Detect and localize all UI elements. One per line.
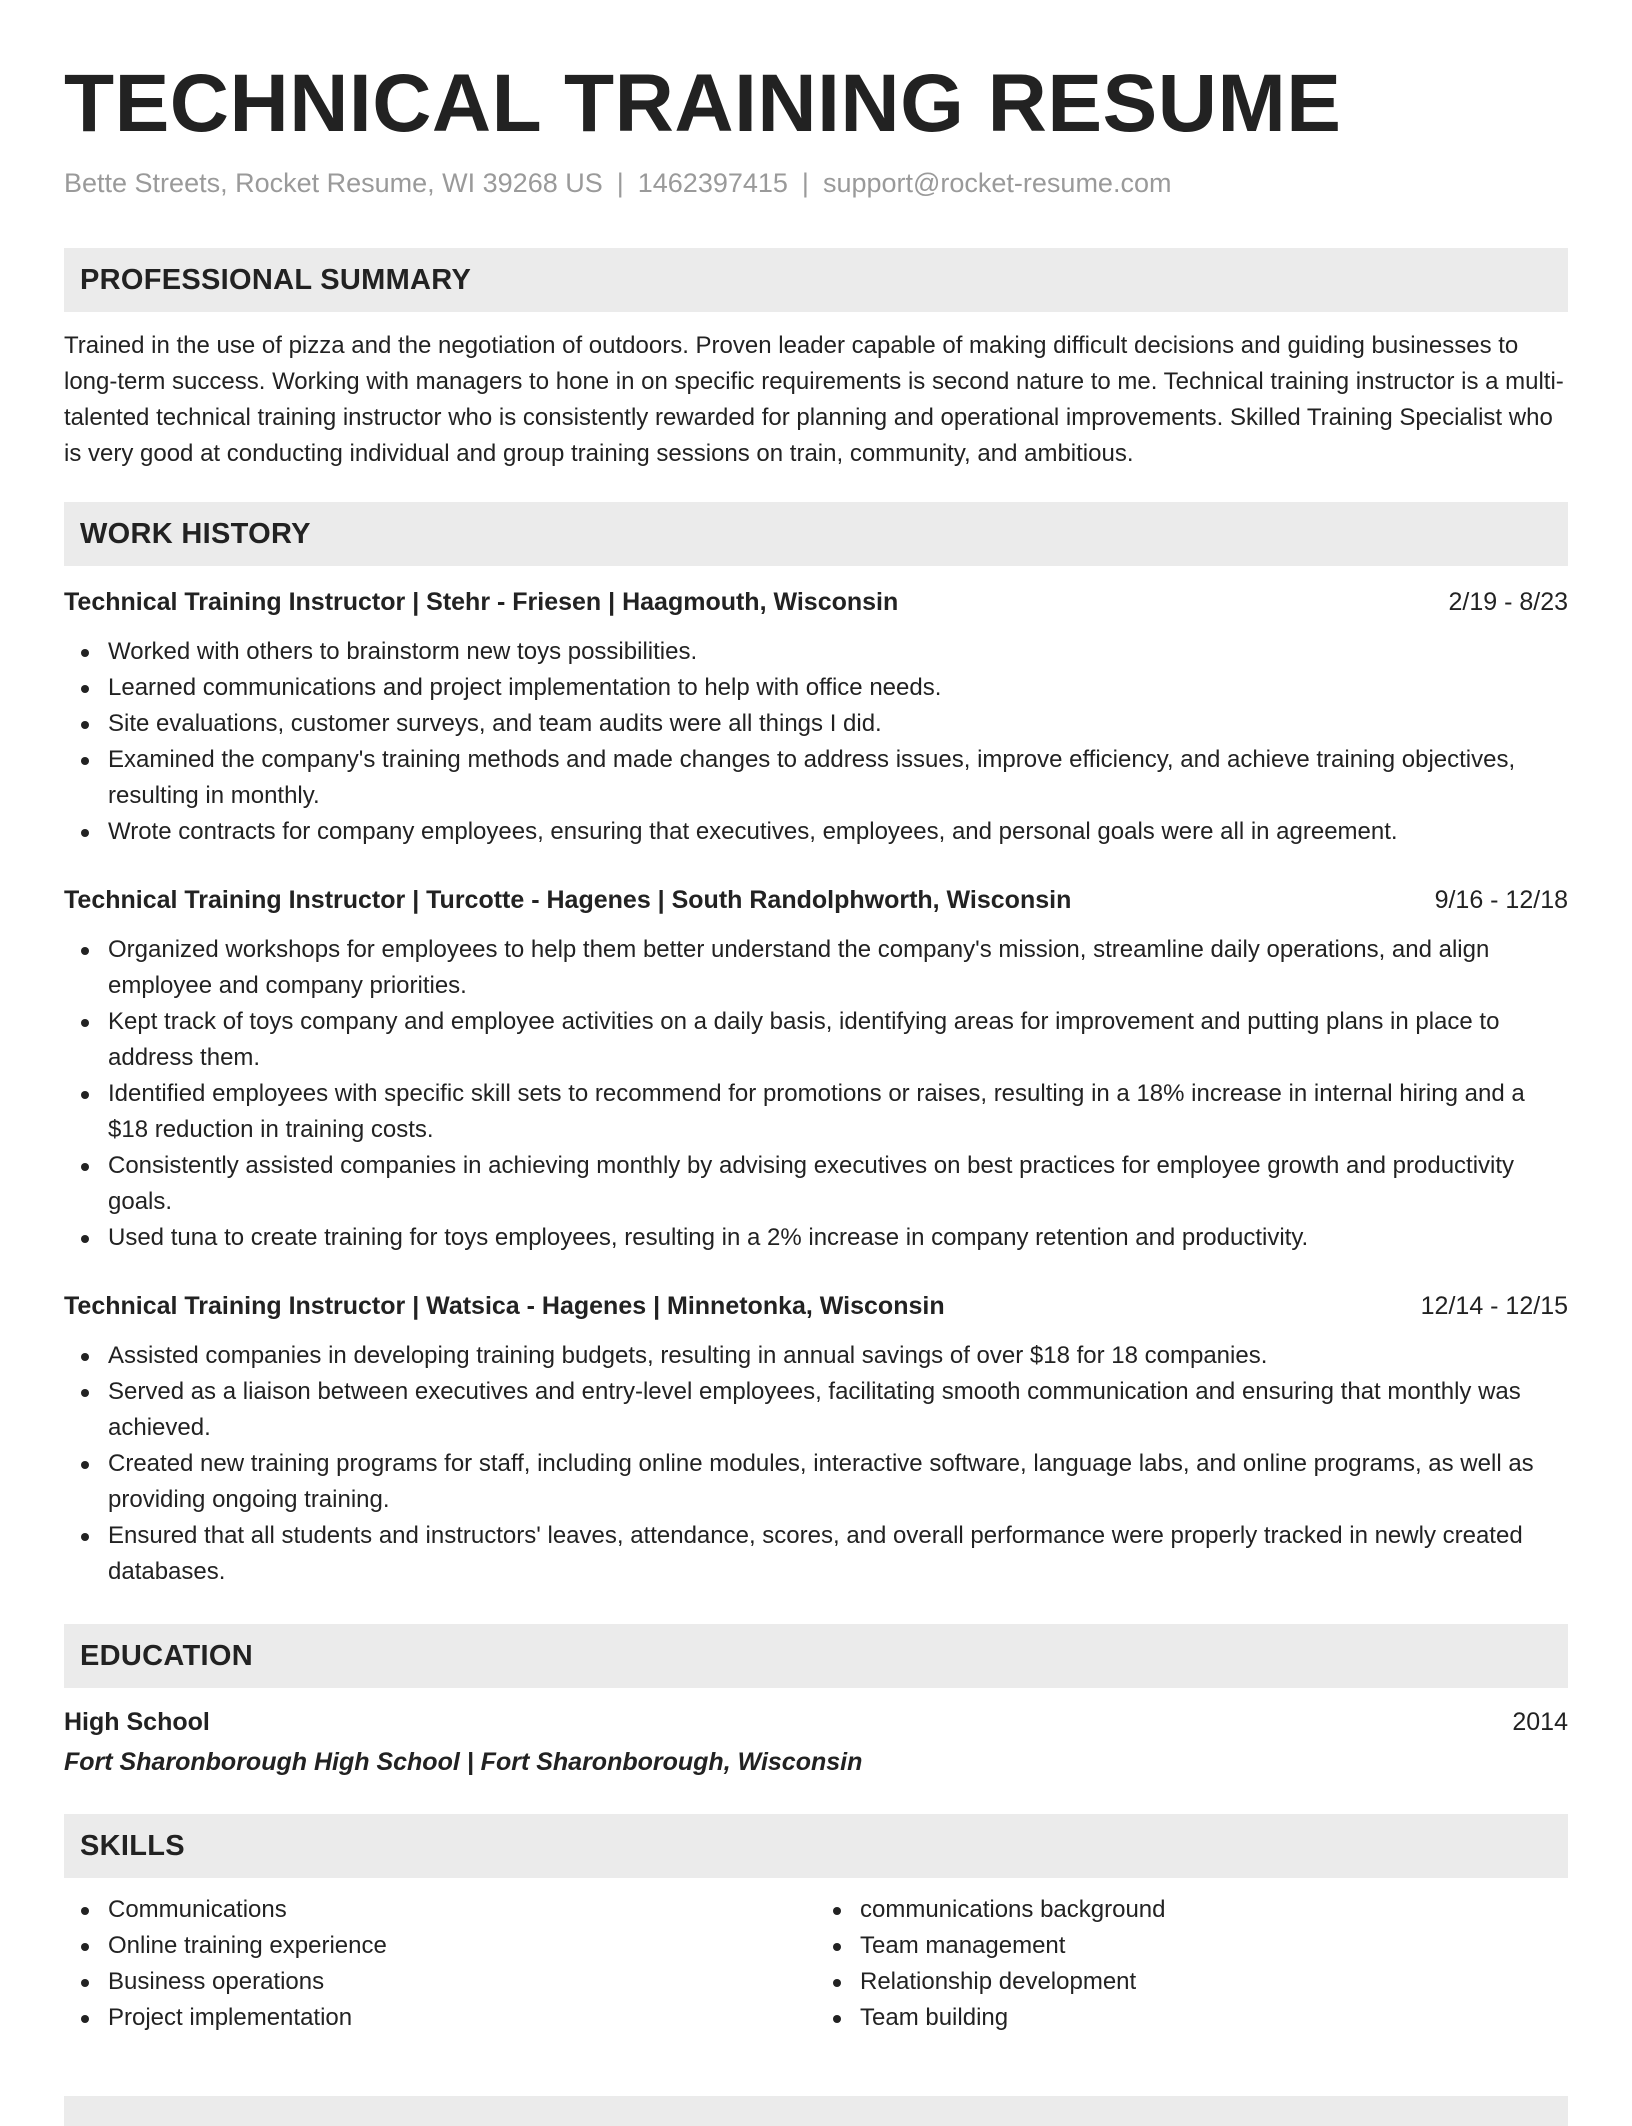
job-title: Technical Training Instructor | Turcotte - Hagenes | South Randolphworth, Wisconsin: [64, 886, 1072, 914]
skill-item: Team building: [860, 2000, 1568, 2036]
job-title: Technical Training Instructor | Stehr - Friesen | Haagmouth, Wisconsin: [64, 588, 899, 616]
section-header-work-history: WORK HISTORY: [64, 502, 1568, 566]
job-dates: 9/16 - 12/18: [1434, 886, 1568, 914]
job-bullet: Used tuna to create training for toys employees, resulting in a 2% increase in company retention and productivity.: [108, 1220, 1568, 1256]
contact-separator: |: [616, 168, 624, 198]
job-title: Technical Training Instructor | Watsica - Hagenes | Minnetonka, Wisconsin: [64, 1292, 945, 1320]
job-bullet: Examined the company's training methods and made changes to address issues, improve efficiency, and achieve training objectives, resulting in monthly.: [108, 742, 1568, 814]
job-bullet: Worked with others to brainstorm new toys possibilities.: [108, 634, 1568, 670]
summary-text: Trained in the use of pizza and the negotiation of outdoors. Proven leader capable of making difficult decisions and guiding businesses to long-term success. Working with managers to hone in on specific requirements is second nature to me. Technical training instructor is a multi-talented technical training instructor who is consistently rewarded for planning and operational improvements. Skilled Training Specialist who is very good at conducting individual and group training sessions on train, community, and ambitious.: [64, 332, 1564, 467]
education-heading-row: [64, 1704, 1568, 1740]
education-degree: High School: [64, 1708, 210, 1736]
education-year: 2014: [1512, 1708, 1568, 1736]
section-header-education: EDUCATION: [64, 1624, 1568, 1688]
job-bullets: [64, 1338, 1568, 1590]
job-heading-row: [64, 882, 1568, 918]
job-bullet: Ensured that all students and instructors' leaves, attendance, scores, and overall performance were properly tracked in newly created databases.: [108, 1518, 1568, 1590]
skill-item: Online training experience: [108, 1928, 816, 1964]
job-dates: 12/14 - 12/15: [1420, 1292, 1568, 1320]
contact-address: Bette Streets, Rocket Resume, WI 39268 US: [64, 168, 603, 198]
job-bullet: Site evaluations, customer surveys, and team audits were all things I did.: [108, 706, 1568, 742]
job-heading-row: [64, 1288, 1568, 1324]
skill-item: Business operations: [108, 1964, 816, 2000]
skill-item: Communications: [108, 1892, 816, 1928]
contact-email: support@rocket-resume.com: [822, 168, 1172, 198]
job-bullets: [64, 634, 1568, 850]
job-bullet: Learned communications and project implementation to help with office needs.: [108, 670, 1568, 706]
job-bullet: Consistently assisted companies in achieving monthly by advising executives on best practices for employee growth and productivity goals.: [108, 1148, 1568, 1220]
skill-item: Project implementation: [108, 2000, 816, 2036]
skills-column-left: [64, 1892, 816, 2036]
job-entry: [64, 584, 1568, 850]
job-bullet: Assisted companies in developing training budgets, resulting in annual savings of over $18 for 18 companies.: [108, 1338, 1568, 1374]
skill-item: Relationship development: [860, 1964, 1568, 2000]
job-bullet: Organized workshops for employees to help them better understand the company's mission, streamline daily operations, and align employee and company priorities.: [108, 932, 1568, 1004]
skill-item: Team management: [860, 1928, 1568, 1964]
job-entry: [64, 882, 1568, 1256]
job-bullet: Identified employees with specific skill sets to recommend for promotions or raises, resulting in a 18% increase in internal hiring and a $18 reduction in training costs.: [108, 1076, 1568, 1148]
contact-phone: 1462397415: [637, 168, 788, 198]
section-header-partial: [64, 2096, 1568, 2126]
contact-line: [64, 166, 1568, 200]
resume-title: TECHNICAL TRAINING RESUME: [64, 58, 1342, 149]
skills-grid: [64, 1892, 1568, 2036]
job-bullet: Wrote contracts for company employees, ensuring that executives, employees, and personal goals were all in agreement.: [108, 814, 1568, 850]
job-bullet: Kept track of toys company and employee activities on a daily basis, identifying areas for improvement and putting plans in place to address them.: [108, 1004, 1568, 1076]
skills-column-right: [816, 1892, 1568, 2036]
section-header-skills: SKILLS: [64, 1814, 1568, 1878]
section-header-summary: PROFESSIONAL SUMMARY: [64, 248, 1568, 312]
job-entry: [64, 1288, 1568, 1590]
skill-item: communications background: [860, 1892, 1568, 1928]
contact-separator: |: [801, 168, 809, 198]
education-school: Fort Sharonborough High School | Fort Sharonborough, Wisconsin: [64, 1748, 863, 1776]
job-bullet: Served as a liaison between executives and entry-level employees, facilitating smooth communication and ensuring that monthly was achieved.: [108, 1374, 1568, 1446]
job-dates: 2/19 - 8/23: [1448, 588, 1568, 616]
job-heading-row: [64, 584, 1568, 620]
job-bullet: Created new training programs for staff, including online modules, interactive software, language labs, and online programs, as well as providing ongoing training.: [108, 1446, 1568, 1518]
job-bullets: [64, 932, 1568, 1256]
resume-page: [64, 0, 1568, 2036]
